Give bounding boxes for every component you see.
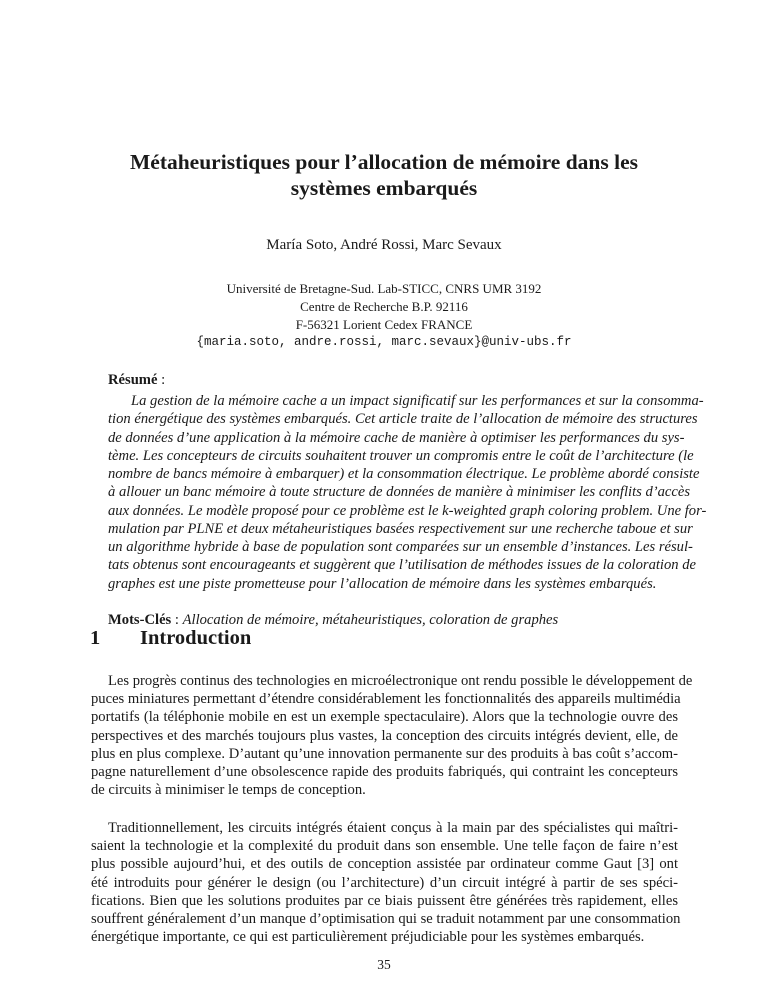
affiliation-line: Université de Bretagne-Sud. Lab-STICC, CNRS UMR 3192 — [226, 281, 542, 296]
abstract-heading — [108, 372, 165, 389]
paragraph-line: perspectives et des marchés toujours plus vastes, la conception des circuits intégrés devient, elle, de — [91, 727, 678, 744]
paragraph-line: Les progrès continus des technologies en microélectronique ont rendu possible le développement de — [108, 673, 693, 689]
section-title: Introduction — [140, 627, 252, 649]
paragraph-line: énergétique importante, ce qui est particulièrement préjudiciable pour les systèmes embarqués. — [91, 929, 645, 946]
abstract-line: graphes est une piste prometteuse pour l’allocation de mémoire dans les systèmes embarqués. — [108, 575, 657, 592]
author-emails: {maria.soto, andre.rossi, marc.sevaux}@univ-ubs.fr — [196, 335, 572, 349]
paragraph-line: saient la technologie et la complexité du produit dans son ensemble. Une telle façon de faire n’est — [91, 838, 678, 855]
section-number: 1 — [90, 627, 101, 649]
affiliation-line: F-56321 Lorient Cedex FRANCE — [295, 317, 473, 332]
abstract-line: tème. Les concepteurs de circuits souhaitent trouver un compromis entre le coût de l’architecture (le — [108, 447, 694, 464]
section-heading — [90, 627, 251, 650]
abstract-line: mulation par PLNE et deux métaheuristiques basées respectivement sur une recherche taboue et sur — [108, 520, 693, 537]
keywords-sep: : — [171, 612, 183, 628]
page-number: 35 — [377, 957, 391, 972]
abstract-line: tats obtenus sont encourageants et suggèrent que l’utilisation de méthodes issues de la coloration de — [108, 557, 697, 574]
paragraph-line: plus possible aujourd’hui, et des outils de conception assistée par ordinateur comme Gaut [3] ont — [91, 856, 678, 873]
abstract-line: nombre de bancs mémoire à embarquer) et la consommation électrique. Le problème abordé consiste — [108, 466, 700, 482]
abstract-label: Résumé — [108, 372, 158, 388]
abstract-sep: : — [157, 372, 166, 388]
paragraph-line: Traditionnellement, les circuits intégrés étaient conçus à la main par des spécialistes qui maîtri- — [108, 820, 678, 836]
paragraph-line: fications. Bien que les solutions produites par ce biais puissent être générées très rapidement, elles — [91, 892, 678, 909]
paper-title-line-2: systèmes embarqués — [290, 176, 478, 200]
abstract-line: de données d’une application à la mémoire cache de manière à optimiser les performances du sys- — [108, 429, 685, 446]
abstract-line: à allouer un banc mémoire à toute structure de données de manière à minimiser les conflits d’accès — [108, 484, 691, 501]
paragraph-line: été introduits pour générer le design (ou l’architecture) d’un circuit intégré à partir de ses spéci- — [91, 874, 678, 891]
paragraph-line: pagne naturellement d’une obsolescence rapide des produits fabriqués, qui contraint les concepteurs — [91, 764, 678, 780]
abstract-line: aux données. Le modèle proposé pour ce problème est le k-weighted graph coloring problem. Une for- — [108, 502, 707, 519]
paragraph-line: souffrent généralement d’un manque d’optimisation qui se traduit notamment par une consommation — [91, 911, 681, 927]
paragraph-line: puces miniatures permettant d’étendre considérablement les fonctionnalités des appareils multimédia — [91, 691, 681, 708]
keywords-list: Allocation de mémoire, métaheuristiques, coloration de graphes — [182, 612, 559, 628]
paper-title-line-1: Métaheuristiques pour l’allocation de mémoire dans les — [129, 150, 639, 174]
paragraph-line: plus en plus complexe. D’autant qu’une innovation permanente sur des produits à bas coût s’accom- — [91, 745, 678, 762]
affiliation-line: Centre de Recherche B.P. 92116 — [300, 299, 468, 314]
keywords-label: Mots-Clés — [108, 612, 172, 628]
paragraph-line: portatifs (la téléphonie mobile en est un exemple spectaculaire). Alors que la technologie ouvre des — [91, 709, 678, 726]
abstract-line: La gestion de la mémoire cache a un impact significatif sur les performances et sur la consomma- — [131, 393, 704, 409]
authors: María Soto, André Rossi, Marc Sevaux — [266, 237, 502, 253]
paragraph-line: de circuits à minimiser le temps de conception. — [91, 782, 366, 799]
abstract-line: tion énergétique des systèmes embarqués. Cet article traite de l’allocation de mémoire des structures — [108, 411, 698, 428]
abstract-line: un algorithme hybride à base de population sont comparées sur un ensemble d’instances. Les résul- — [108, 539, 693, 555]
